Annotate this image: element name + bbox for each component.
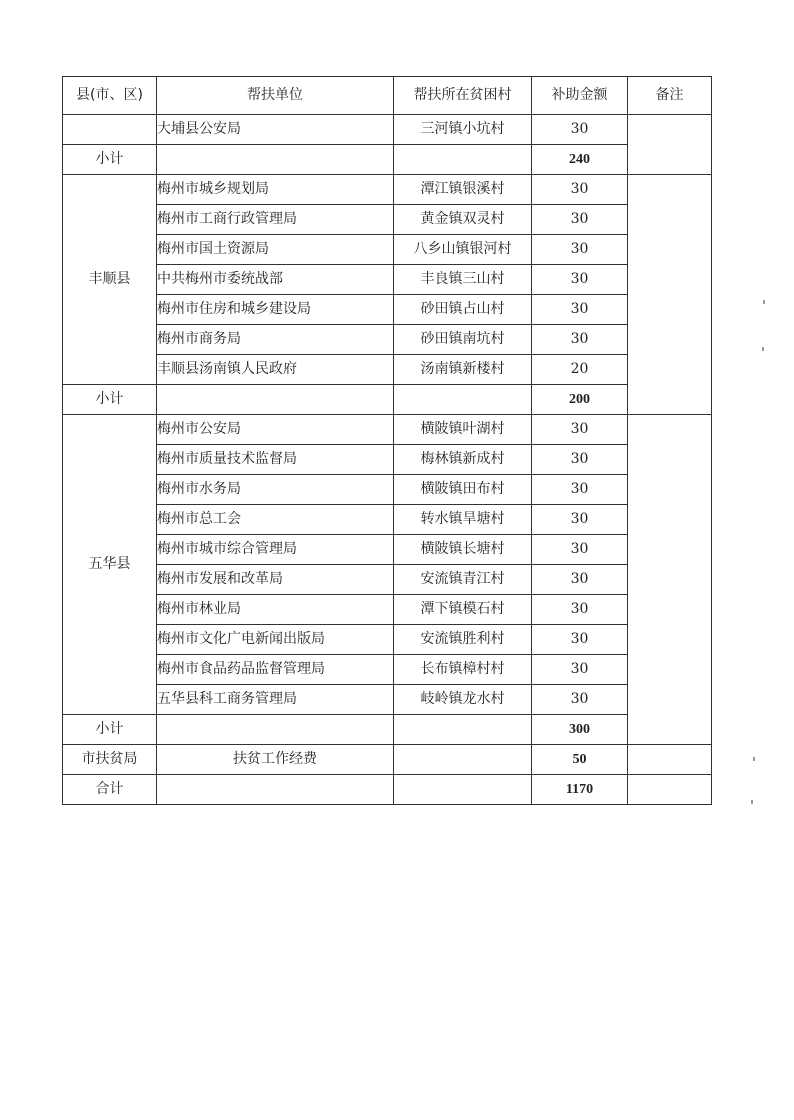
village-cell: 安流镇胜利村 bbox=[394, 625, 532, 655]
header-amount: 补助金额 bbox=[532, 77, 628, 115]
table-row bbox=[63, 415, 712, 445]
subtotal-amount: 200 bbox=[532, 385, 628, 415]
total-row bbox=[63, 775, 712, 805]
subtotal-label: 小计 bbox=[63, 715, 157, 745]
header-village: 帮扶所在贫困村 bbox=[394, 77, 532, 115]
amount-cell: 30 bbox=[532, 235, 628, 265]
unit-cell: 梅州市住房和城乡建设局 bbox=[157, 295, 394, 325]
poverty-office-remark bbox=[628, 745, 712, 775]
subtotal-unit-cell bbox=[157, 385, 394, 415]
subtotal-row bbox=[63, 715, 712, 745]
amount-cell: 30 bbox=[532, 445, 628, 475]
village-cell: 横陂镇叶湖村 bbox=[394, 415, 532, 445]
table-row bbox=[63, 475, 712, 505]
amount-cell: 30 bbox=[532, 565, 628, 595]
subtotal-row bbox=[63, 385, 712, 415]
unit-cell: 丰顺县汤南镇人民政府 bbox=[157, 355, 394, 385]
poverty-office-unit: 扶贫工作经费 bbox=[157, 745, 394, 775]
total-unit-cell bbox=[157, 775, 394, 805]
total-label: 合计 bbox=[63, 775, 157, 805]
unit-cell: 中共梅州市委统战部 bbox=[157, 265, 394, 295]
unit-cell: 梅州市食品药品监督管理局 bbox=[157, 655, 394, 685]
amount-cell: 30 bbox=[532, 295, 628, 325]
village-cell: 梅林镇新成村 bbox=[394, 445, 532, 475]
village-cell: 八乡山镇银河村 bbox=[394, 235, 532, 265]
subsidy-table bbox=[62, 76, 712, 805]
unit-cell: 梅州市商务局 bbox=[157, 325, 394, 355]
table-row bbox=[63, 625, 712, 655]
table-row bbox=[63, 595, 712, 625]
amount-cell: 30 bbox=[532, 595, 628, 625]
unit-cell: 大埔县公安局 bbox=[157, 115, 394, 145]
unit-cell: 梅州市工商行政管理局 bbox=[157, 205, 394, 235]
subtotal-amount: 240 bbox=[532, 145, 628, 175]
unit-cell: 梅州市质量技术监督局 bbox=[157, 445, 394, 475]
table-body bbox=[63, 115, 712, 805]
amount-cell: 30 bbox=[532, 205, 628, 235]
scan-speck bbox=[751, 800, 753, 804]
total-village-cell bbox=[394, 775, 532, 805]
amount-cell: 30 bbox=[532, 475, 628, 505]
header-remark: 备注 bbox=[628, 77, 712, 115]
subtotal-label: 小计 bbox=[63, 145, 157, 175]
village-cell: 安流镇青江村 bbox=[394, 565, 532, 595]
village-cell: 长布镇樟村村 bbox=[394, 655, 532, 685]
village-cell: 转水镇旱塘村 bbox=[394, 505, 532, 535]
amount-cell: 30 bbox=[532, 325, 628, 355]
table-row bbox=[63, 535, 712, 565]
total-amount: 1170 bbox=[532, 775, 628, 805]
subtotal-amount: 300 bbox=[532, 715, 628, 745]
amount-cell: 30 bbox=[532, 505, 628, 535]
subtotal-unit-cell bbox=[157, 145, 394, 175]
amount-cell: 30 bbox=[532, 625, 628, 655]
subtotal-village-cell bbox=[394, 715, 532, 745]
total-remark bbox=[628, 775, 712, 805]
amount-cell: 30 bbox=[532, 685, 628, 715]
subtotal-village-cell bbox=[394, 145, 532, 175]
village-cell: 岐岭镇龙水村 bbox=[394, 685, 532, 715]
table-row bbox=[63, 445, 712, 475]
amount-cell: 20 bbox=[532, 355, 628, 385]
amount-cell: 30 bbox=[532, 265, 628, 295]
table-row bbox=[63, 565, 712, 595]
unit-cell: 梅州市城市综合管理局 bbox=[157, 535, 394, 565]
unit-cell: 梅州市公安局 bbox=[157, 415, 394, 445]
table-row bbox=[63, 175, 712, 205]
scan-speck bbox=[763, 300, 765, 304]
unit-cell: 梅州市城乡规划局 bbox=[157, 175, 394, 205]
subtotal-label: 小计 bbox=[63, 385, 157, 415]
village-cell: 丰良镇三山村 bbox=[394, 265, 532, 295]
table-row bbox=[63, 505, 712, 535]
header-row bbox=[63, 77, 712, 115]
poverty-office-row bbox=[63, 745, 712, 775]
header-county: 县(市、区) bbox=[63, 77, 157, 115]
remark-cell bbox=[628, 115, 712, 175]
village-cell: 三河镇小坑村 bbox=[394, 115, 532, 145]
unit-cell: 梅州市水务局 bbox=[157, 475, 394, 505]
village-cell: 汤南镇新楼村 bbox=[394, 355, 532, 385]
village-cell: 横陂镇长塘村 bbox=[394, 535, 532, 565]
table-row bbox=[63, 205, 712, 235]
county-cell: 五华县 bbox=[63, 415, 157, 715]
table-row bbox=[63, 355, 712, 385]
unit-cell: 梅州市林业局 bbox=[157, 595, 394, 625]
amount-cell: 30 bbox=[532, 655, 628, 685]
unit-cell: 五华县科工商务管理局 bbox=[157, 685, 394, 715]
unit-cell: 梅州市发展和改革局 bbox=[157, 565, 394, 595]
village-cell: 潭下镇模石村 bbox=[394, 595, 532, 625]
table-row bbox=[63, 325, 712, 355]
remark-cell bbox=[628, 175, 712, 415]
table-row bbox=[63, 655, 712, 685]
amount-cell: 30 bbox=[532, 175, 628, 205]
village-cell: 砂田镇占山村 bbox=[394, 295, 532, 325]
table-row bbox=[63, 265, 712, 295]
poverty-office-village bbox=[394, 745, 532, 775]
county-cell bbox=[63, 115, 157, 145]
table-row bbox=[63, 295, 712, 325]
unit-cell: 梅州市总工会 bbox=[157, 505, 394, 535]
table-row bbox=[63, 115, 712, 145]
village-cell: 砂田镇南坑村 bbox=[394, 325, 532, 355]
amount-cell: 30 bbox=[532, 535, 628, 565]
county-cell: 丰顺县 bbox=[63, 175, 157, 385]
remark-cell bbox=[628, 415, 712, 745]
poverty-office-amount: 50 bbox=[532, 745, 628, 775]
header-unit: 帮扶单位 bbox=[157, 77, 394, 115]
village-cell: 横陂镇田布村 bbox=[394, 475, 532, 505]
unit-cell: 梅州市文化广电新闻出版局 bbox=[157, 625, 394, 655]
scan-speck bbox=[762, 347, 764, 351]
subtotal-unit-cell bbox=[157, 715, 394, 745]
scan-speck bbox=[753, 757, 755, 761]
table-row bbox=[63, 235, 712, 265]
amount-cell: 30 bbox=[532, 415, 628, 445]
subtotal-village-cell bbox=[394, 385, 532, 415]
unit-cell: 梅州市国土资源局 bbox=[157, 235, 394, 265]
table-row bbox=[63, 685, 712, 715]
village-cell: 潭江镇银溪村 bbox=[394, 175, 532, 205]
poverty-office-county: 市扶贫局 bbox=[63, 745, 157, 775]
village-cell: 黄金镇双灵村 bbox=[394, 205, 532, 235]
subtotal-row bbox=[63, 145, 712, 175]
amount-cell: 30 bbox=[532, 115, 628, 145]
